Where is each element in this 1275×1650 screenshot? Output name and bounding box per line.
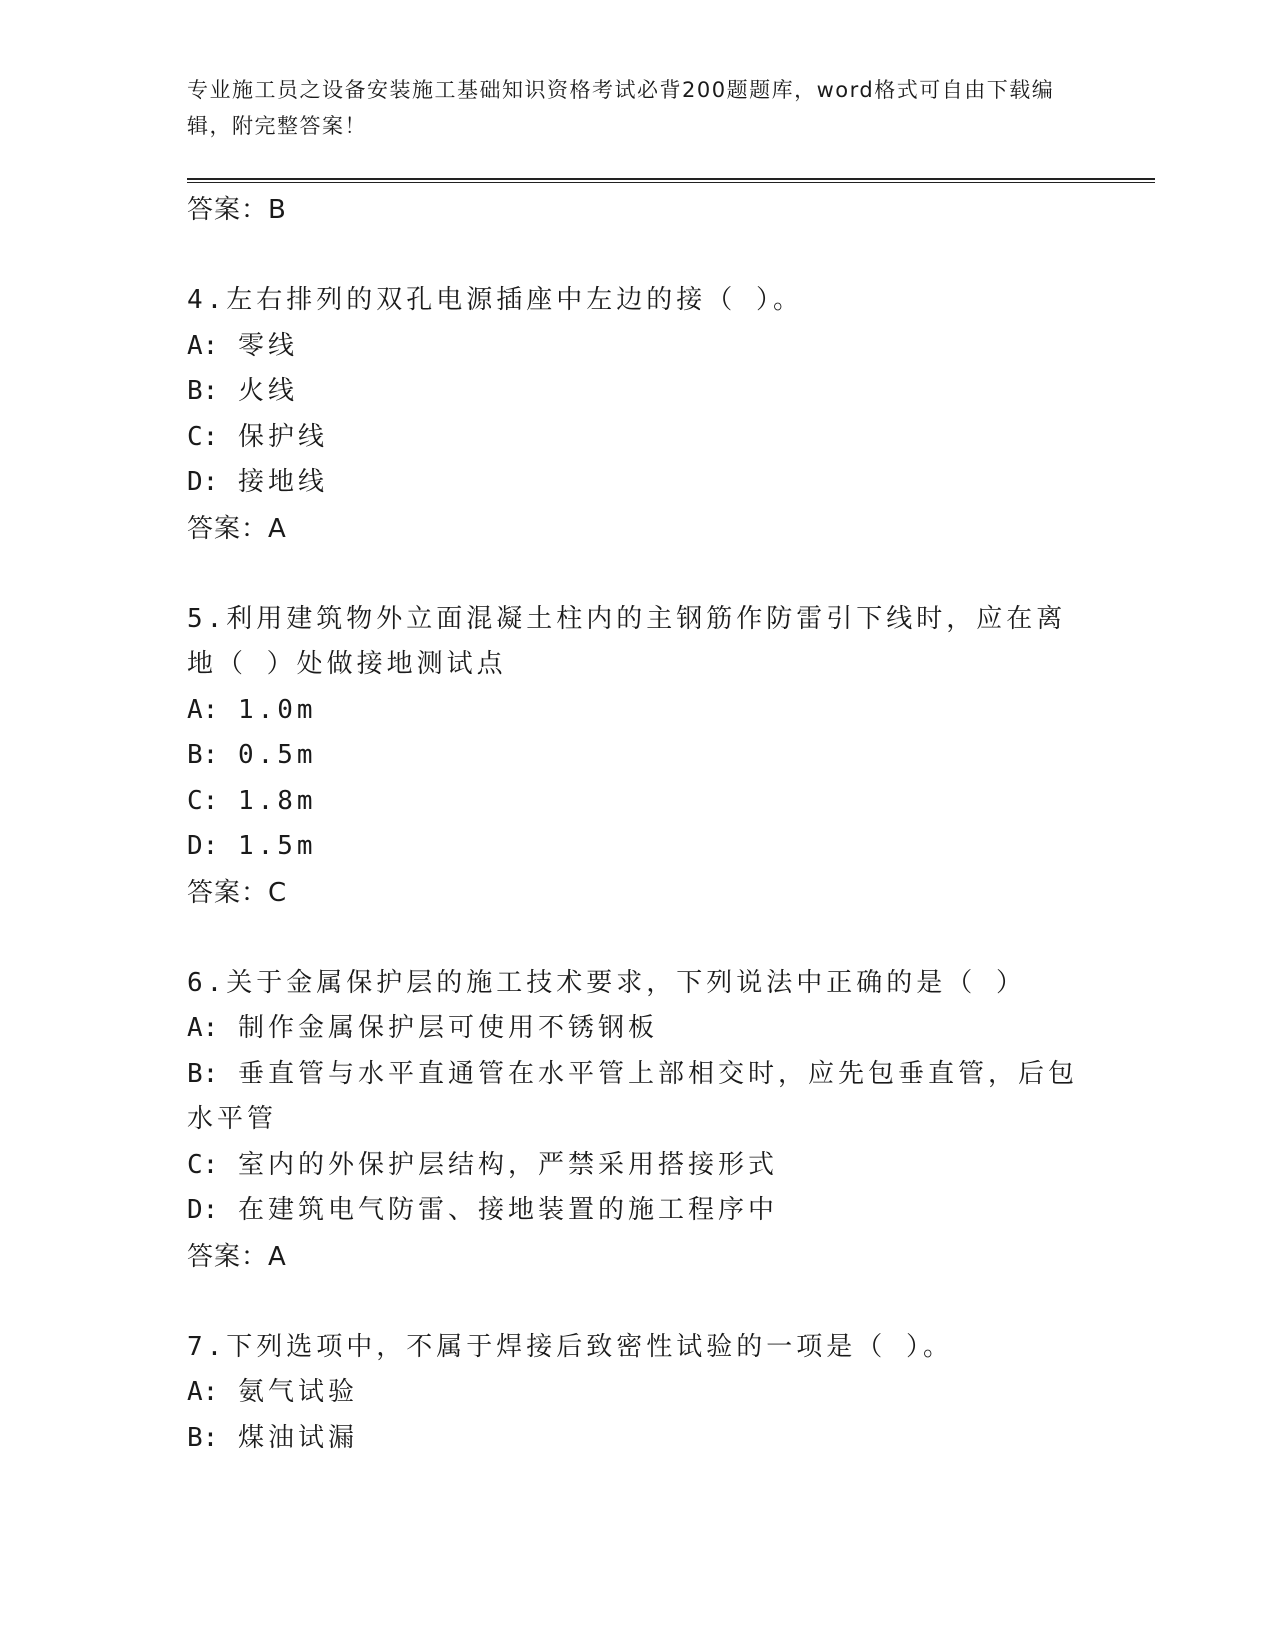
question-block — [187, 961, 1157, 1280]
page-header-text: 专业施工员之设备安装施工基础知识资格考试必背200题题库，word格式可自由下载编辑，附完整答案！ — [187, 78, 1055, 138]
answer-line: 答案：A — [187, 513, 287, 544]
option-a — [187, 324, 1087, 370]
option-text: 垂直管与水平直通管在水平管上部相交时，应先包垂直管，后包水平管 — [187, 1058, 1078, 1134]
option-key: C: — [187, 785, 219, 816]
option-text: 1.8m — [237, 785, 317, 816]
spacer — [187, 1280, 1157, 1325]
question-block — [187, 597, 1157, 916]
option-text: 保护线 — [237, 421, 328, 452]
spacer — [187, 552, 1157, 597]
option-text: 在建筑电气防雷、接地装置的施工程序中 — [237, 1195, 778, 1225]
option-key: B: — [187, 1422, 219, 1453]
option-key: A: — [187, 1377, 219, 1407]
option-c — [187, 1143, 1087, 1189]
question-block — [187, 1325, 1157, 1462]
option-text: 接地线 — [237, 467, 328, 497]
option-b — [187, 733, 1087, 779]
option-b — [187, 1052, 1087, 1143]
option-a — [187, 1006, 1087, 1052]
answer-line: 答案：C — [187, 877, 288, 908]
option-text: 1.5m — [237, 831, 317, 861]
option-key: A: — [187, 330, 219, 361]
option-d — [187, 460, 1087, 506]
question-stem: 7.下列选项中，不属于焊接后致密性试验的一项是（ ）。 — [187, 1331, 953, 1362]
document-body — [187, 187, 1157, 1461]
option-c — [187, 415, 1087, 461]
option-key: D: — [187, 467, 219, 497]
option-text: 氨气试验 — [237, 1377, 358, 1407]
spacer — [187, 916, 1157, 961]
option-b — [187, 1416, 1087, 1462]
option-key: D: — [187, 831, 219, 861]
option-c — [187, 779, 1087, 825]
option-d — [187, 824, 1087, 870]
header-divider — [187, 178, 1155, 183]
option-key: B: — [187, 376, 219, 406]
option-text: 火线 — [237, 376, 298, 406]
option-text: 1.0m — [237, 694, 317, 725]
option-text: 0.5m — [237, 740, 317, 770]
option-d — [187, 1188, 1087, 1234]
spacer — [187, 233, 1157, 278]
option-key: A: — [187, 694, 219, 725]
option-key: B: — [187, 1058, 219, 1089]
option-text: 制作金属保护层可使用不锈钢板 — [237, 1013, 658, 1043]
option-text: 煤油试漏 — [237, 1422, 358, 1453]
question-block — [187, 278, 1157, 552]
option-text: 零线 — [237, 330, 298, 361]
question-stem: 6.关于金属保护层的施工技术要求，下列说法中正确的是（ ） — [187, 967, 1026, 998]
option-key: B: — [187, 740, 219, 770]
option-key: D: — [187, 1195, 219, 1225]
option-b — [187, 369, 1087, 415]
option-text: 室内的外保护层结构，严禁采用搭接形式 — [237, 1149, 778, 1180]
answer-line: 答案：A — [187, 1241, 287, 1272]
option-key: C: — [187, 421, 219, 452]
option-key: C: — [187, 1149, 219, 1180]
option-a — [187, 1370, 1087, 1416]
question-stem: 4.左右排列的双孔电源插座中左边的接（ ）。 — [187, 285, 803, 315]
question-stem: 5.利用建筑物外立面混凝土柱内的主钢筋作防雷引下线时，应在离地（ ）处做接地测试点 — [187, 603, 1067, 679]
option-key: A: — [187, 1013, 219, 1043]
option-a — [187, 688, 1087, 734]
answer-line: 答案：B — [187, 195, 287, 225]
